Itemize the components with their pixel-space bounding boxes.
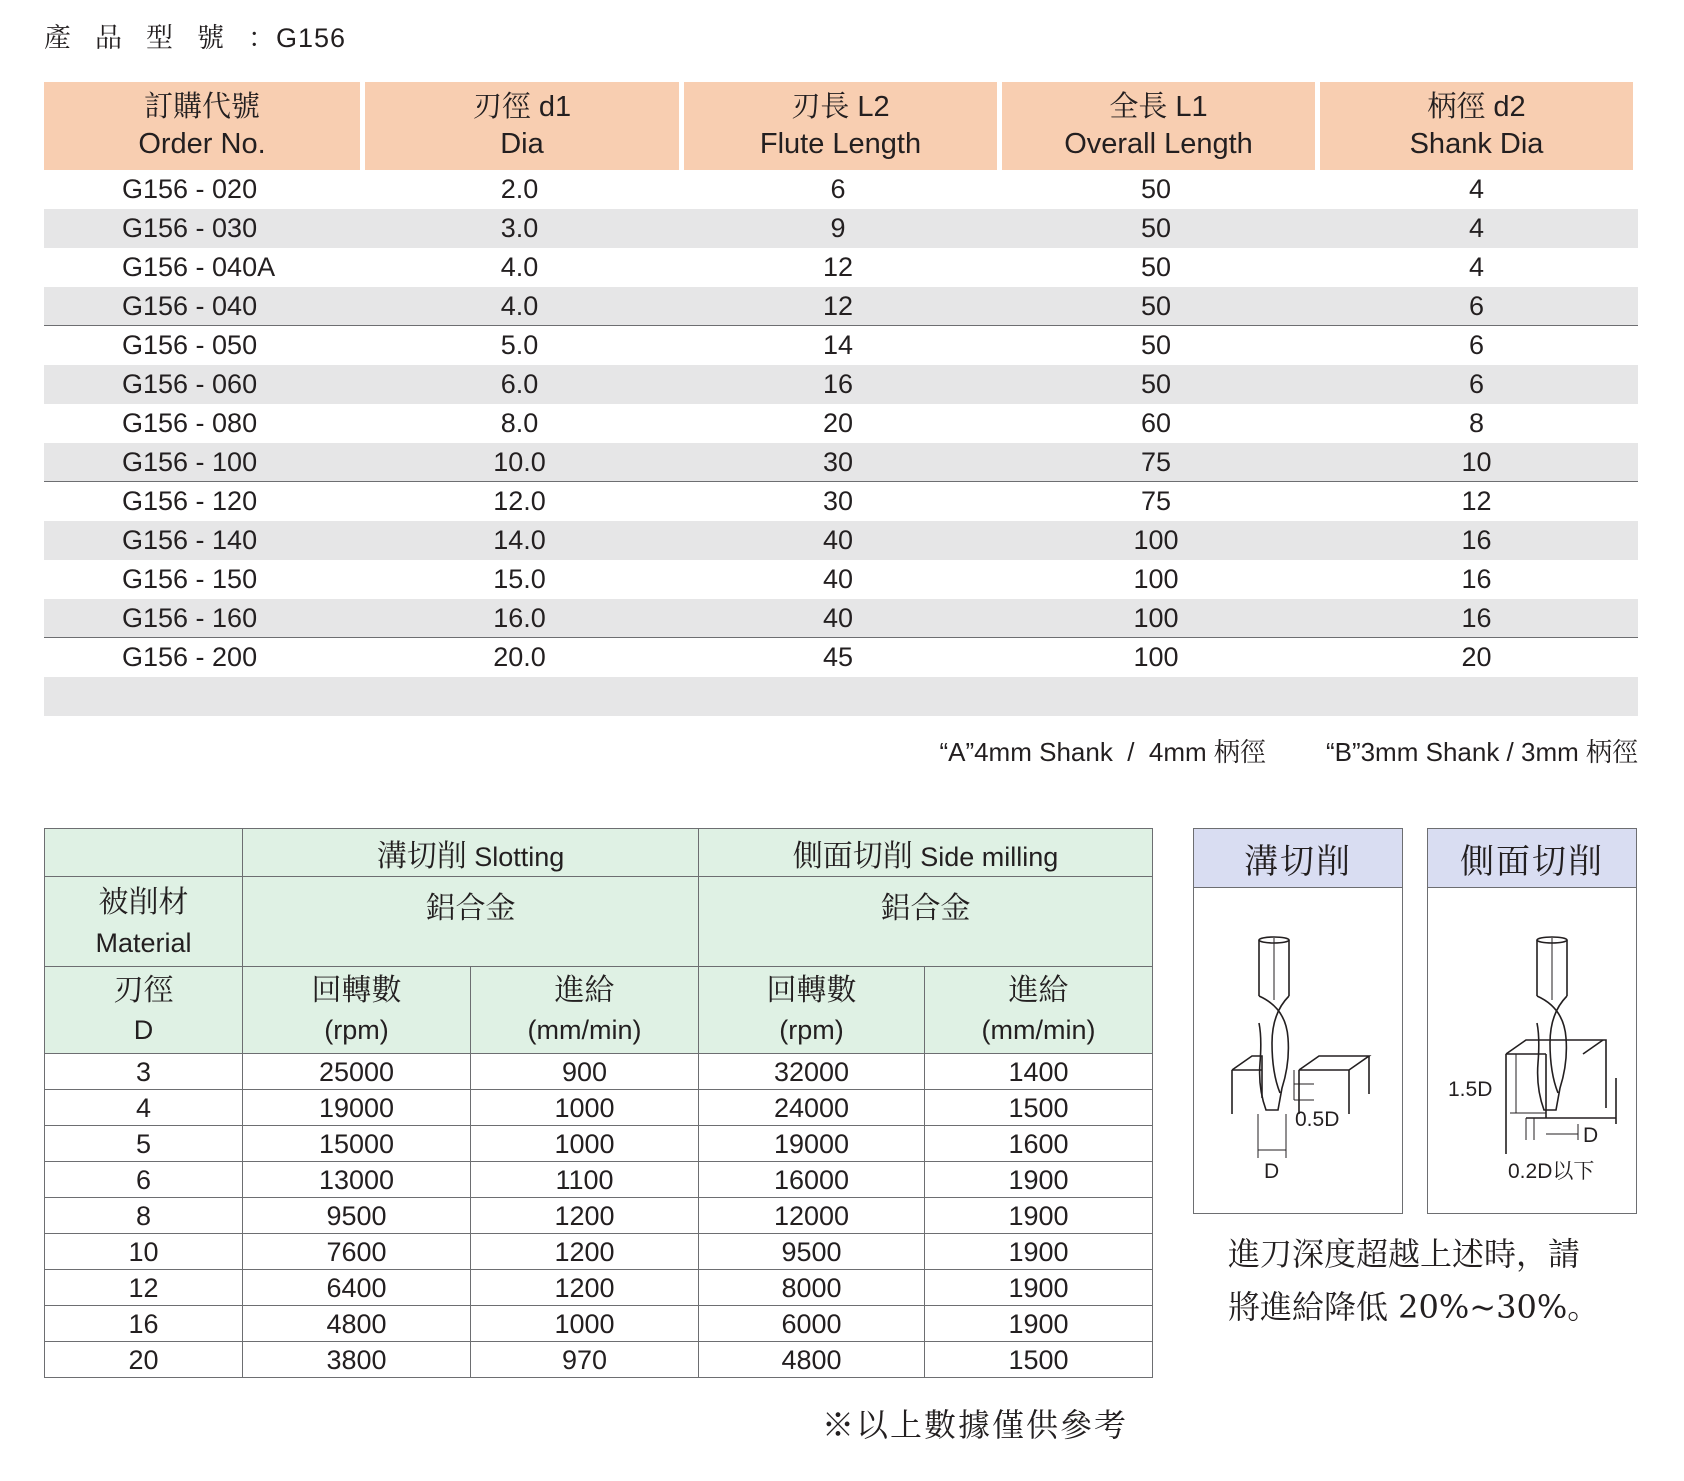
shank-notes (939, 732, 1638, 769)
slot-rpm-value: 9500 (243, 1198, 471, 1234)
dia-zh: 刃徑 (113, 974, 174, 1007)
cutting-conditions-table (44, 828, 1153, 1378)
slotting-tool-illustration (1194, 888, 1401, 1213)
side-milling-header (699, 829, 1153, 877)
side-feed-value: 1900 (925, 1270, 1153, 1306)
slotting-zh: 溝切削 (376, 839, 467, 873)
side-rpm-value: 6000 (699, 1306, 925, 1342)
order-no-cell: G156 - 060 (122, 368, 258, 399)
spec-header-row (44, 82, 1638, 170)
spec-row (44, 599, 1638, 638)
flute-length-cell: 30 (822, 446, 854, 477)
shank-dia-cell: 4 (1468, 212, 1485, 243)
note-b: “B”3mm Shank / 3mm 柄徑 (1325, 737, 1638, 767)
flute-length-cell: 40 (822, 602, 854, 633)
side-feed-value: 1900 (925, 1198, 1153, 1234)
dia-value: 20 (45, 1342, 243, 1378)
order-no-cell: G156 - 120 (122, 485, 258, 516)
spec-row (44, 287, 1638, 326)
side-rpm-value: 19000 (699, 1126, 925, 1162)
slot-rpm-value: 3800 (243, 1342, 471, 1378)
dia-cell: 4.0 (500, 251, 539, 282)
side-d-label: D (1583, 1124, 1599, 1147)
dia-en: D (133, 1015, 154, 1045)
side-milling-diagram (1427, 828, 1637, 1214)
order-no-cell: G156 - 140 (122, 524, 258, 555)
flute-length-cell: 45 (822, 641, 854, 672)
advice-line-1: 進刀深度超越上述時，請 (1228, 1235, 1581, 1273)
dia-cell: 5.0 (500, 329, 539, 360)
cutting-row (45, 1270, 1153, 1306)
shank-dia-cell: 10 (1461, 446, 1492, 477)
dia-value: 12 (45, 1270, 243, 1306)
flute-length-cell: 40 (822, 563, 854, 594)
dia-cell: 3.0 (500, 212, 539, 243)
slotting-diagram-title: 溝切削 (1194, 829, 1402, 888)
slot-feed-value: 1000 (471, 1126, 699, 1162)
header-flute-length (684, 82, 997, 170)
side-depth-label: 1.5D (1448, 1078, 1493, 1101)
flute-length-cell: 14 (822, 329, 854, 360)
shank-dia-cell: 16 (1461, 602, 1492, 633)
dia-cell: 6.0 (500, 368, 539, 399)
dia-cell: 12.0 (493, 485, 546, 516)
shank-dia-cell: 8 (1468, 407, 1485, 438)
header-order-no (44, 82, 360, 170)
spec-row (44, 482, 1638, 521)
slot-rpm-value: 13000 (243, 1162, 471, 1198)
order-no-cell: G156 - 030 (122, 212, 258, 243)
side-rpm-value: 9500 (699, 1234, 925, 1270)
corner-cell (45, 829, 243, 877)
order-no-cell: G156 - 050 (122, 329, 258, 360)
dia-value: 4 (45, 1090, 243, 1126)
order-no-cell: G156 - 160 (122, 602, 258, 633)
material-value: 鋁合金 (425, 892, 516, 925)
side-feed-value: 1600 (925, 1126, 1153, 1162)
flute-length-cell: 40 (822, 524, 854, 555)
side-feed-value: 1900 (925, 1234, 1153, 1270)
advice-line-2: 將進給降低 20%~30%。 (1228, 1288, 1600, 1326)
spec-row (44, 443, 1638, 482)
spec-row (44, 521, 1638, 560)
overall-length-cell: 50 (1140, 251, 1172, 282)
flute-length-cell: 9 (830, 212, 846, 243)
dia-cell: 15.0 (493, 563, 546, 594)
header-en: Shank Dia (1409, 128, 1544, 160)
order-no-cell: G156 - 040 (122, 290, 258, 321)
header-en: Flute Length (759, 128, 922, 160)
cutting-row (45, 1198, 1153, 1234)
side-rpm-value: 24000 (699, 1090, 925, 1126)
title-sep: ： (248, 23, 276, 53)
cutting-row (45, 1054, 1153, 1090)
slot-rpm-value: 15000 (243, 1126, 471, 1162)
overall-length-cell: 50 (1140, 290, 1172, 321)
side-rpm-value: 32000 (699, 1054, 925, 1090)
flute-length-cell: 12 (822, 251, 854, 282)
feed-en: (mm/min) (527, 1015, 642, 1045)
overall-length-cell: 100 (1133, 641, 1179, 672)
spec-row (44, 209, 1638, 248)
slot-feed-value: 900 (471, 1054, 699, 1090)
dia-cell: 4.0 (500, 290, 539, 321)
slot-rpm-value: 19000 (243, 1090, 471, 1126)
spec-row (44, 326, 1638, 365)
shank-dia-cell: 4 (1468, 251, 1485, 282)
feed-advice (1228, 1228, 1599, 1334)
cutting-row (45, 1126, 1153, 1162)
dia-value: 10 (45, 1234, 243, 1270)
title-model: G156 (276, 23, 347, 53)
side-milling-zh: 側面切削 (792, 839, 913, 873)
header-en: Dia (500, 128, 544, 160)
shank-dia-cell: 6 (1468, 368, 1485, 399)
header-en: Overall Length (1064, 128, 1253, 160)
dia-cell: 20.0 (493, 641, 546, 672)
order-no-cell: G156 - 150 (122, 563, 258, 594)
cutting-body (45, 1054, 1153, 1378)
header-zh: 刃長 L2 (791, 91, 890, 123)
title-label: 產品型號 (44, 23, 248, 53)
material-value: 鋁合金 (880, 892, 971, 925)
order-no-cell: G156 - 020 (122, 173, 258, 204)
overall-length-cell: 50 (1140, 212, 1172, 243)
material-en: Material (95, 927, 192, 958)
feed-en: (mm/min) (981, 1015, 1096, 1045)
slotting-header (243, 829, 699, 877)
spec-blank-row (44, 677, 1638, 716)
slot-feed-value: 1000 (471, 1090, 699, 1126)
rpm-zh: 回轉數 (766, 974, 857, 1007)
dia-header (45, 967, 243, 1054)
slotting-diagram (1193, 828, 1403, 1214)
overall-length-cell: 75 (1140, 446, 1172, 477)
slot-feed-value: 1100 (471, 1162, 699, 1198)
slot-feed-header (471, 967, 699, 1054)
header-dia (365, 82, 679, 170)
overall-length-cell: 100 (1133, 602, 1179, 633)
shank-dia-cell: 16 (1461, 524, 1492, 555)
order-no-cell: G156 - 040A (122, 251, 276, 282)
cutting-row (45, 1090, 1153, 1126)
header-shank-dia (1320, 82, 1633, 170)
slot-rpm-value: 25000 (243, 1054, 471, 1090)
shank-dia-cell: 4 (1468, 173, 1485, 204)
spec-row (44, 248, 1638, 287)
side-feed-value: 1500 (925, 1342, 1153, 1378)
product-model-title (44, 16, 346, 55)
rpm-en: (rpm) (779, 1015, 844, 1045)
header-zh: 刃徑 d1 (472, 91, 572, 123)
slotting-en: Slotting (474, 841, 565, 872)
slot-rpm-header (243, 967, 471, 1054)
header-overall-length (1002, 82, 1315, 170)
shank-dia-cell: 16 (1461, 563, 1492, 594)
header-en: Order No. (138, 128, 266, 160)
flute-length-cell: 30 (822, 485, 854, 516)
header-zh: 訂購代號 (143, 91, 260, 123)
side-rpm-value: 12000 (699, 1198, 925, 1234)
spec-body (44, 170, 1638, 677)
dia-value: 16 (45, 1306, 243, 1342)
flute-length-cell: 12 (822, 290, 854, 321)
spec-row (44, 365, 1638, 404)
side-tool-illustration (1428, 888, 1635, 1213)
slot-feed-value: 1200 (471, 1270, 699, 1306)
spec-row (44, 170, 1638, 209)
slot-feed-value: 1200 (471, 1198, 699, 1234)
order-no-cell: G156 - 080 (122, 407, 258, 438)
slotting-material (243, 877, 699, 967)
side-feed-header (925, 967, 1153, 1054)
side-rpm-value: 8000 (699, 1270, 925, 1306)
side-rpm-header (699, 967, 925, 1054)
rpm-zh: 回轉數 (311, 974, 402, 1007)
slot-rpm-value: 7600 (243, 1234, 471, 1270)
slot-feed-value: 1000 (471, 1306, 699, 1342)
side-milling-en: Side milling (920, 841, 1059, 872)
feed-zh: 進給 (554, 974, 615, 1007)
cutting-row (45, 1306, 1153, 1342)
slotting-depth-label: 0.5D (1295, 1108, 1340, 1131)
dia-cell: 2.0 (500, 173, 539, 204)
side-width-label: 0.2D以下 (1508, 1160, 1595, 1183)
slotting-d-label: D (1264, 1160, 1280, 1183)
header-zh: 柄徑 d2 (1427, 91, 1526, 123)
shank-dia-cell: 12 (1461, 485, 1492, 516)
header-zh: 全長 L1 (1109, 91, 1208, 123)
spec-table (44, 82, 1638, 716)
overall-length-cell: 50 (1140, 173, 1172, 204)
slot-rpm-value: 6400 (243, 1270, 471, 1306)
overall-length-cell: 75 (1140, 485, 1172, 516)
side-feed-value: 1500 (925, 1090, 1153, 1126)
side-feed-value: 1900 (925, 1162, 1153, 1198)
spec-row (44, 404, 1638, 443)
shank-dia-cell: 6 (1468, 290, 1485, 321)
slot-rpm-value: 4800 (243, 1306, 471, 1342)
flute-length-cell: 6 (830, 173, 846, 204)
side-material (699, 877, 1153, 967)
cutting-row (45, 1234, 1153, 1270)
material-zh: 被削材 (98, 885, 189, 919)
overall-length-cell: 100 (1133, 563, 1179, 594)
slot-feed-value: 1200 (471, 1234, 699, 1270)
slot-feed-value: 970 (471, 1342, 699, 1378)
rpm-en: (rpm) (324, 1015, 389, 1045)
side-rpm-value: 16000 (699, 1162, 925, 1198)
material-header (45, 877, 243, 967)
cutting-row (45, 1162, 1153, 1198)
dia-cell: 8.0 (500, 407, 539, 438)
note-a: “A”4mm Shank / 4mm 柄徑 (939, 737, 1266, 767)
spec-row (44, 560, 1638, 599)
flute-length-cell: 20 (822, 407, 854, 438)
side-feed-value: 1900 (925, 1306, 1153, 1342)
side-rpm-value: 4800 (699, 1342, 925, 1378)
dia-cell: 14.0 (493, 524, 546, 555)
overall-length-cell: 50 (1140, 368, 1172, 399)
feed-zh: 進給 (1008, 974, 1069, 1007)
overall-length-cell: 60 (1140, 407, 1172, 438)
dia-value: 5 (45, 1126, 243, 1162)
dia-cell: 16.0 (493, 602, 546, 633)
shank-dia-cell: 20 (1461, 641, 1492, 672)
order-no-cell: G156 - 200 (122, 641, 258, 672)
cutting-row (45, 1342, 1153, 1378)
dia-value: 3 (45, 1054, 243, 1090)
dia-value: 8 (45, 1198, 243, 1234)
overall-length-cell: 50 (1140, 329, 1172, 360)
flute-length-cell: 16 (822, 368, 854, 399)
order-no-cell: G156 - 100 (122, 446, 258, 477)
dia-value: 6 (45, 1162, 243, 1198)
dia-cell: 10.0 (493, 446, 546, 477)
side-diagram-title: 側面切削 (1428, 829, 1636, 888)
spec-row (44, 638, 1638, 677)
side-feed-value: 1400 (925, 1054, 1153, 1090)
reference-footnote: ※以上數據僅供參考 (822, 1406, 1129, 1444)
shank-dia-cell: 6 (1468, 329, 1485, 360)
overall-length-cell: 100 (1133, 524, 1179, 555)
